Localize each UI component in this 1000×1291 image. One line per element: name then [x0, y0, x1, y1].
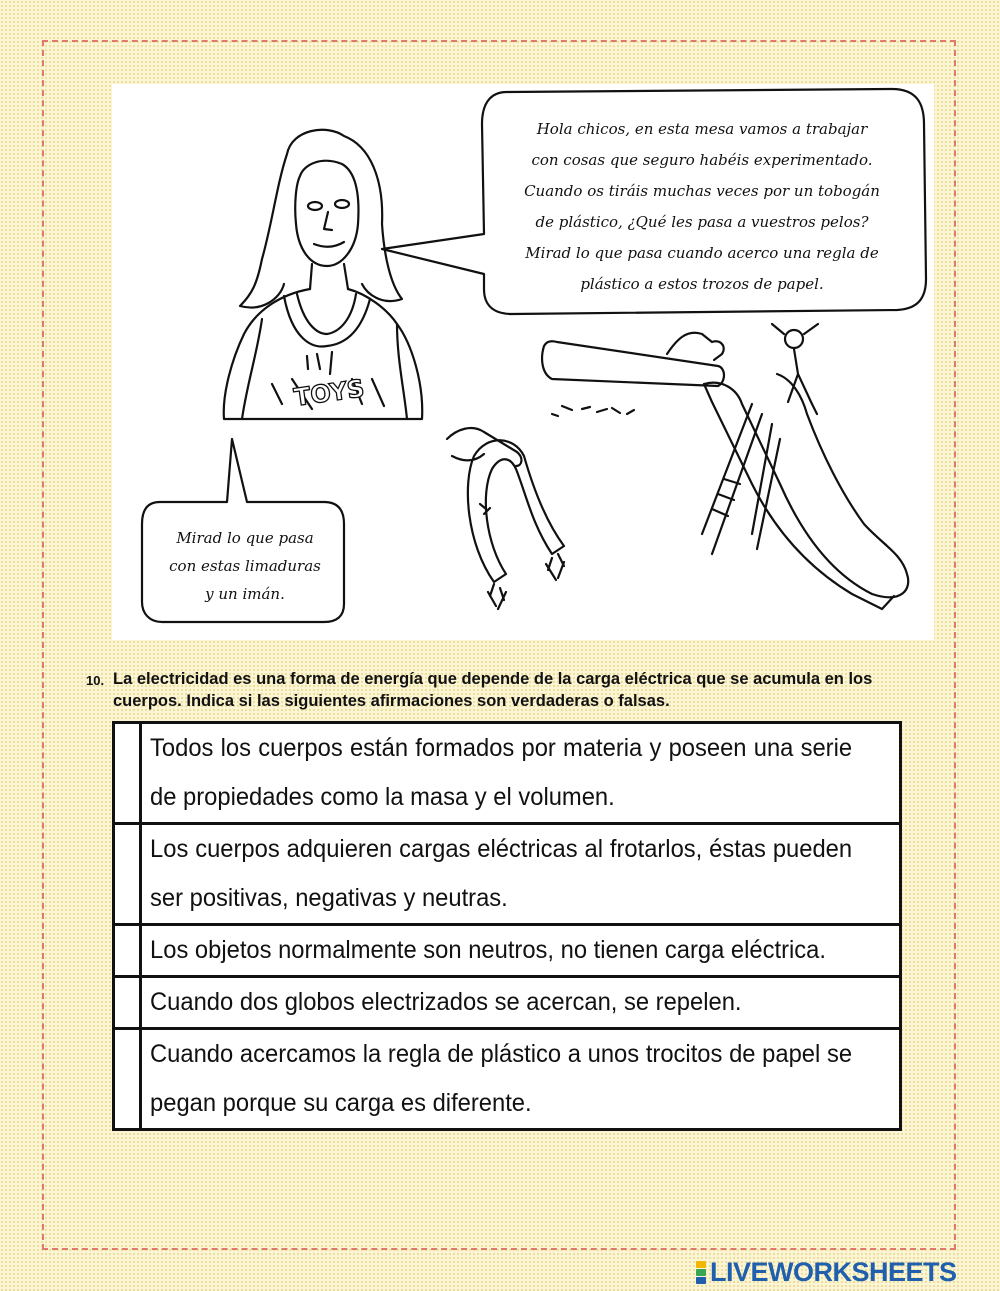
teacher-eye-left	[308, 202, 322, 210]
answer-cell-3[interactable]	[114, 925, 141, 977]
answer-cell-5[interactable]	[114, 1029, 141, 1130]
teacher-nose	[324, 212, 332, 230]
shirt-text: TOYS	[292, 374, 367, 412]
teacher-mouth	[314, 242, 344, 247]
true-false-table	[112, 721, 902, 1131]
teacher-eye-right	[335, 200, 349, 208]
statement-text-5: Cuando acercamos la regla de plástico a unos trocitos de papel se pegan porque su carga es diferente.	[141, 1029, 863, 1130]
statement-text-1: Todos los cuerpos están formados por materia y poseen una serie de propiedades como la masa y el volumen.	[141, 723, 863, 824]
table-row	[114, 824, 901, 925]
table-row	[114, 1029, 901, 1130]
logo-icon	[696, 1261, 706, 1284]
logo-text: LIVEWORKSHEETS	[710, 1256, 957, 1287]
teacher-hair	[240, 130, 402, 308]
table-row	[114, 723, 901, 824]
teacher-speech-text: Hola chicos, en esta mesa vamos a trabajar con cosas que seguro habéis experimentado. Cuando os tiráis muchas veces por un tobogán de plástico, ¿Qué les pasa a vuestros pelos? Mirad lo que pasa cuando acerco una regla de plástico a estos trozos de papel.	[524, 120, 880, 293]
question-number: 10.	[86, 673, 105, 688]
answer-cell-1[interactable]	[114, 723, 141, 824]
magnet-speech-text: Mirad lo que pasa con estas limaduras y un imán.	[169, 529, 321, 603]
table-row	[114, 925, 901, 977]
liveworksheets-logo[interactable]	[696, 1258, 957, 1286]
answer-cell-4[interactable]	[114, 977, 141, 1029]
hand-ruler	[667, 333, 724, 360]
ruler	[542, 341, 724, 386]
question	[86, 668, 916, 712]
illustration	[112, 84, 934, 640]
statement-text-4: Cuando dos globos electrizados se acercan, se repelen.	[141, 977, 863, 1029]
answer-cell-2[interactable]	[114, 824, 141, 925]
table-row	[114, 977, 901, 1029]
slide	[704, 374, 908, 597]
statement-text-3: Los objetos normalmente son neutros, no tienen carga eléctrica.	[141, 925, 863, 977]
statement-text-2: Los cuerpos adquieren cargas eléctricas al frotarlos, éstas pueden ser positivas, negativas y neutras.	[141, 824, 863, 925]
child-head	[785, 330, 803, 348]
magnet	[468, 440, 564, 582]
question-text: La electricidad es una forma de energía que depende de la carga eléctrica que se acumula en los cuerpos. Indica si las siguientes afirmaciones son verdaderas o falsas.	[113, 670, 873, 710]
